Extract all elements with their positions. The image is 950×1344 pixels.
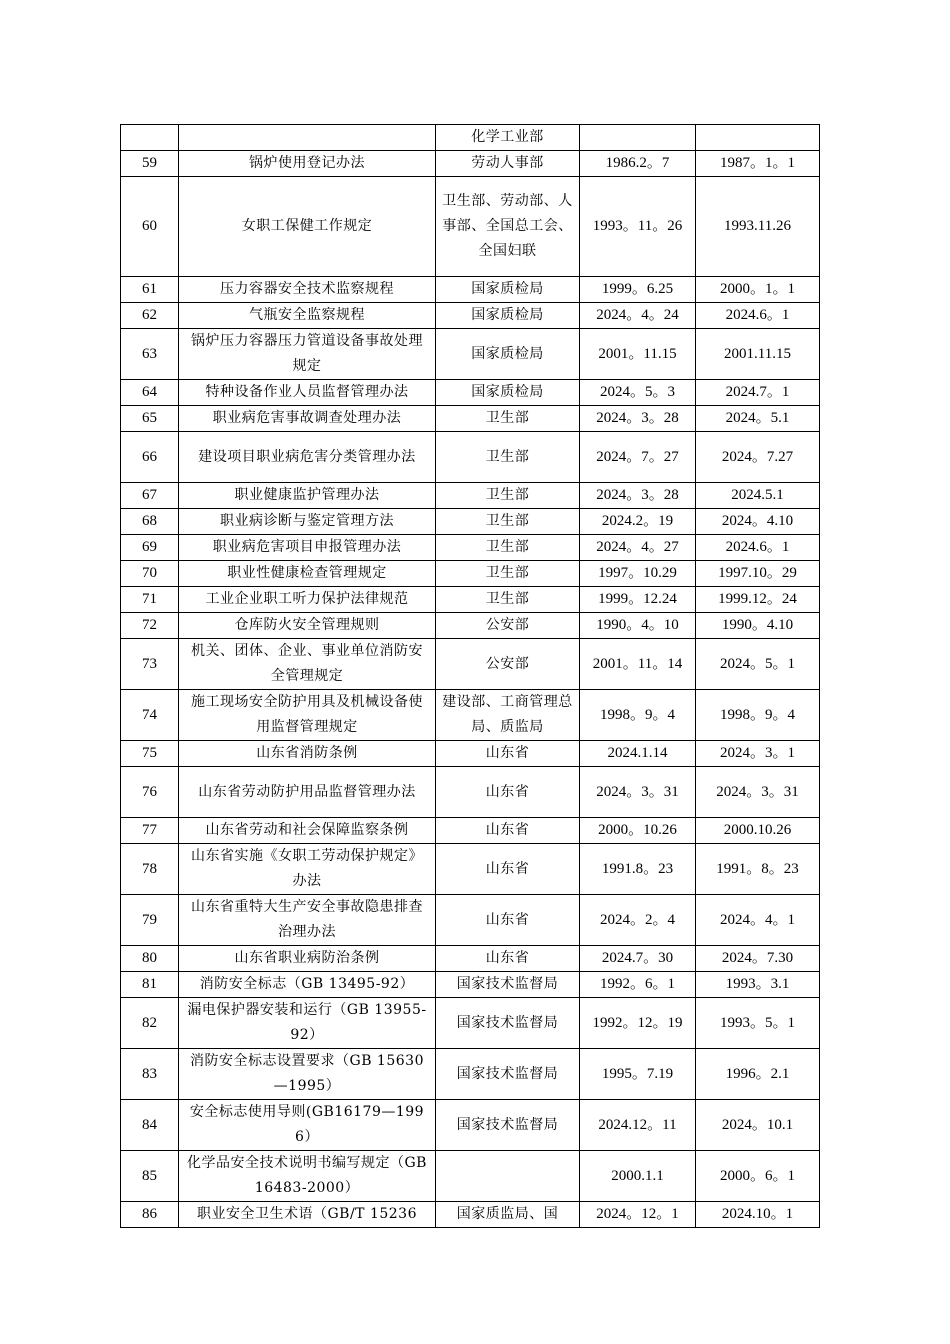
table-row: [121, 613, 820, 639]
effective-date-cell: 1993。5。1: [696, 998, 820, 1049]
row-number-cell: 66: [121, 432, 179, 483]
issuing-department-cell: 国家技术监督局: [436, 972, 580, 998]
table-row: [121, 639, 820, 690]
table-row: [121, 998, 820, 1049]
regulation-name-cell: 工业企业职工听力保护法律规范: [179, 587, 436, 613]
issue-date-cell: 1993。11。26: [580, 177, 696, 277]
row-number-cell: 70: [121, 561, 179, 587]
issuing-department-cell: 建设部、工商管理总局、质监局: [436, 690, 580, 741]
table-row: [121, 406, 820, 432]
regulation-name-cell: 施工现场安全防护用具及机械设备使用监督管理规定: [179, 690, 436, 741]
regulation-name-cell: 锅炉使用登记办法: [179, 151, 436, 177]
issuing-department-cell: 卫生部: [436, 483, 580, 509]
issue-date-cell: 2024。5。3: [580, 380, 696, 406]
issuing-department-cell: 山东省: [436, 895, 580, 946]
issuing-department-cell: 国家技术监督局: [436, 1100, 580, 1151]
row-number-cell: 64: [121, 380, 179, 406]
row-number-cell: 79: [121, 895, 179, 946]
issue-date-cell: 2024。7。27: [580, 432, 696, 483]
effective-date-cell: 2024.10。1: [696, 1202, 820, 1228]
issue-date-cell: 2001。11。14: [580, 639, 696, 690]
row-number-cell: 68: [121, 509, 179, 535]
regulation-name-cell: 职业病诊断与鉴定管理方法: [179, 509, 436, 535]
effective-date-cell: 2000。6。1: [696, 1151, 820, 1202]
issuing-department-cell: 国家质检局: [436, 329, 580, 380]
row-number-cell: [121, 125, 179, 151]
issue-date-cell: 1992。6。1: [580, 972, 696, 998]
table-row: [121, 561, 820, 587]
regulation-name-cell: 安全标志使用导则(GB16179—1996）: [179, 1100, 436, 1151]
effective-date-cell: 2024.7。1: [696, 380, 820, 406]
effective-date-cell: 2024。4。1: [696, 895, 820, 946]
table-row: [121, 535, 820, 561]
effective-date-cell: 1987。1。1: [696, 151, 820, 177]
table-row: [121, 277, 820, 303]
table-row: [121, 844, 820, 895]
issue-date-cell: 2024.12。11: [580, 1100, 696, 1151]
regulation-name-cell: 女职工保健工作规定: [179, 177, 436, 277]
issuing-department-cell: 化学工业部: [436, 125, 580, 151]
issue-date-cell: 2024。3。28: [580, 406, 696, 432]
regulation-name-cell: 消防安全标志（GB 13495-92）: [179, 972, 436, 998]
table-row: [121, 741, 820, 767]
table-row: [121, 125, 820, 151]
effective-date-cell: 2024.5.1: [696, 483, 820, 509]
regulation-name-cell: 化学品安全技术说明书编写规定（GB 16483-2000）: [179, 1151, 436, 1202]
effective-date-cell: 2024.6。1: [696, 303, 820, 329]
regulation-name-cell: 职业病危害项目申报管理办法: [179, 535, 436, 561]
effective-date-cell: 2024。10.1: [696, 1100, 820, 1151]
issuing-department-cell: 山东省: [436, 946, 580, 972]
row-number-cell: 83: [121, 1049, 179, 1100]
regulation-name-cell: [179, 125, 436, 151]
effective-date-cell: 2024。5。1: [696, 639, 820, 690]
issue-date-cell: 1990。4。10: [580, 613, 696, 639]
issuing-department-cell: 山东省: [436, 844, 580, 895]
row-number-cell: 82: [121, 998, 179, 1049]
effective-date-cell: 2000。1。1: [696, 277, 820, 303]
issuing-department-cell: 卫生部: [436, 432, 580, 483]
table-row: [121, 509, 820, 535]
effective-date-cell: 1993.11.26: [696, 177, 820, 277]
issuing-department-cell: 劳动人事部: [436, 151, 580, 177]
regulation-name-cell: 气瓶安全监察规程: [179, 303, 436, 329]
row-number-cell: 81: [121, 972, 179, 998]
issuing-department-cell: 国家质监局、国: [436, 1202, 580, 1228]
issuing-department-cell: [436, 1151, 580, 1202]
effective-date-cell: 2024。3。31: [696, 767, 820, 818]
regulations-table: [120, 124, 820, 1228]
issue-date-cell: [580, 125, 696, 151]
regulation-name-cell: 山东省重特大生产安全事故隐患排查治理办法: [179, 895, 436, 946]
regulation-name-cell: 职业健康监护管理办法: [179, 483, 436, 509]
issuing-department-cell: 山东省: [436, 741, 580, 767]
table-row: [121, 1151, 820, 1202]
issue-date-cell: 2024。4。27: [580, 535, 696, 561]
row-number-cell: 63: [121, 329, 179, 380]
regulation-name-cell: 特种设备作业人员监督管理办法: [179, 380, 436, 406]
table-body: [121, 125, 820, 1228]
table-row: [121, 177, 820, 277]
table-row: [121, 1049, 820, 1100]
issue-date-cell: 2024.2。19: [580, 509, 696, 535]
table-row: [121, 587, 820, 613]
row-number-cell: 69: [121, 535, 179, 561]
table-row: [121, 767, 820, 818]
issue-date-cell: 2024.7。30: [580, 946, 696, 972]
issue-date-cell: 1999。12.24: [580, 587, 696, 613]
regulation-name-cell: 漏电保护器安装和运行（GB 13955-92）: [179, 998, 436, 1049]
row-number-cell: 84: [121, 1100, 179, 1151]
issue-date-cell: 1991.8。23: [580, 844, 696, 895]
row-number-cell: 67: [121, 483, 179, 509]
regulation-name-cell: 山东省实施《女职工劳动保护规定》办法: [179, 844, 436, 895]
issuing-department-cell: 卫生部、劳动部、人事部、全国总工会、全国妇联: [436, 177, 580, 277]
table-row: [121, 432, 820, 483]
issue-date-cell: 1998。9。4: [580, 690, 696, 741]
issuing-department-cell: 国家技术监督局: [436, 1049, 580, 1100]
row-number-cell: 61: [121, 277, 179, 303]
effective-date-cell: 1998。9。4: [696, 690, 820, 741]
table-row: [121, 972, 820, 998]
issuing-department-cell: 卫生部: [436, 561, 580, 587]
effective-date-cell: 2024。7.27: [696, 432, 820, 483]
effective-date-cell: 2001.11.15: [696, 329, 820, 380]
table-row: [121, 303, 820, 329]
regulation-name-cell: 职业病危害事故调查处理办法: [179, 406, 436, 432]
regulation-name-cell: 压力容器安全技术监察规程: [179, 277, 436, 303]
regulation-name-cell: 仓库防火安全管理规则: [179, 613, 436, 639]
issue-date-cell: 1997。10.29: [580, 561, 696, 587]
issuing-department-cell: 公安部: [436, 613, 580, 639]
effective-date-cell: 2000.10.26: [696, 818, 820, 844]
row-number-cell: 71: [121, 587, 179, 613]
effective-date-cell: 1996。2.1: [696, 1049, 820, 1100]
row-number-cell: 75: [121, 741, 179, 767]
issue-date-cell: 2024。12。1: [580, 1202, 696, 1228]
issue-date-cell: 2024。3。28: [580, 483, 696, 509]
table-row: [121, 1100, 820, 1151]
issuing-department-cell: 国家质检局: [436, 277, 580, 303]
issuing-department-cell: 卫生部: [436, 406, 580, 432]
row-number-cell: 74: [121, 690, 179, 741]
issuing-department-cell: 公安部: [436, 639, 580, 690]
table-row: [121, 1202, 820, 1228]
row-number-cell: 62: [121, 303, 179, 329]
effective-date-cell: [696, 125, 820, 151]
row-number-cell: 73: [121, 639, 179, 690]
effective-date-cell: 1997.10。29: [696, 561, 820, 587]
table-row: [121, 329, 820, 380]
effective-date-cell: 2024。5.1: [696, 406, 820, 432]
table-row: [121, 946, 820, 972]
issuing-department-cell: 卫生部: [436, 535, 580, 561]
issuing-department-cell: 国家质检局: [436, 303, 580, 329]
row-number-cell: 80: [121, 946, 179, 972]
row-number-cell: 59: [121, 151, 179, 177]
issue-date-cell: 2024。3。31: [580, 767, 696, 818]
effective-date-cell: 1991。8。23: [696, 844, 820, 895]
effective-date-cell: 1990。4.10: [696, 613, 820, 639]
row-number-cell: 86: [121, 1202, 179, 1228]
regulation-name-cell: 职业安全卫生术语（GB/T 15236: [179, 1202, 436, 1228]
issuing-department-cell: 山东省: [436, 818, 580, 844]
issuing-department-cell: 卫生部: [436, 509, 580, 535]
effective-date-cell: 1993。3.1: [696, 972, 820, 998]
issue-date-cell: 1999。6.25: [580, 277, 696, 303]
effective-date-cell: 2024。3。1: [696, 741, 820, 767]
issue-date-cell: 2024。4。24: [580, 303, 696, 329]
table-row: [121, 690, 820, 741]
row-number-cell: 77: [121, 818, 179, 844]
regulation-name-cell: 消防安全标志设置要求（GB 15630—1995）: [179, 1049, 436, 1100]
regulation-name-cell: 山东省消防条例: [179, 741, 436, 767]
row-number-cell: 72: [121, 613, 179, 639]
table-row: [121, 895, 820, 946]
effective-date-cell: 2024.6。1: [696, 535, 820, 561]
issuing-department-cell: 国家技术监督局: [436, 998, 580, 1049]
issue-date-cell: 2024。2。4: [580, 895, 696, 946]
regulation-name-cell: 山东省劳动防护用品监督管理办法: [179, 767, 436, 818]
regulation-name-cell: 机关、团体、企业、事业单位消防安全管理规定: [179, 639, 436, 690]
issue-date-cell: 1995。7.19: [580, 1049, 696, 1100]
regulation-name-cell: 山东省劳动和社会保障监察条例: [179, 818, 436, 844]
issuing-department-cell: 国家质检局: [436, 380, 580, 406]
issue-date-cell: 2001。11.15: [580, 329, 696, 380]
table-row: [121, 380, 820, 406]
issue-date-cell: 1986.2。7: [580, 151, 696, 177]
effective-date-cell: 2024。7.30: [696, 946, 820, 972]
table-row: [121, 483, 820, 509]
issue-date-cell: 2024.1.14: [580, 741, 696, 767]
issue-date-cell: 2000。10.26: [580, 818, 696, 844]
regulation-name-cell: 职业性健康检查管理规定: [179, 561, 436, 587]
table-row: [121, 151, 820, 177]
row-number-cell: 65: [121, 406, 179, 432]
issuing-department-cell: 卫生部: [436, 587, 580, 613]
row-number-cell: 85: [121, 1151, 179, 1202]
issuing-department-cell: 山东省: [436, 767, 580, 818]
row-number-cell: 76: [121, 767, 179, 818]
issue-date-cell: 1992。12。19: [580, 998, 696, 1049]
regulation-name-cell: 山东省职业病防治条例: [179, 946, 436, 972]
regulation-name-cell: 锅炉压力容器压力管道设备事故处理规定: [179, 329, 436, 380]
row-number-cell: 60: [121, 177, 179, 277]
row-number-cell: 78: [121, 844, 179, 895]
effective-date-cell: 2024。4.10: [696, 509, 820, 535]
table-row: [121, 818, 820, 844]
effective-date-cell: 1999.12。24: [696, 587, 820, 613]
regulation-name-cell: 建设项目职业病危害分类管理办法: [179, 432, 436, 483]
issue-date-cell: 2000.1.1: [580, 1151, 696, 1202]
